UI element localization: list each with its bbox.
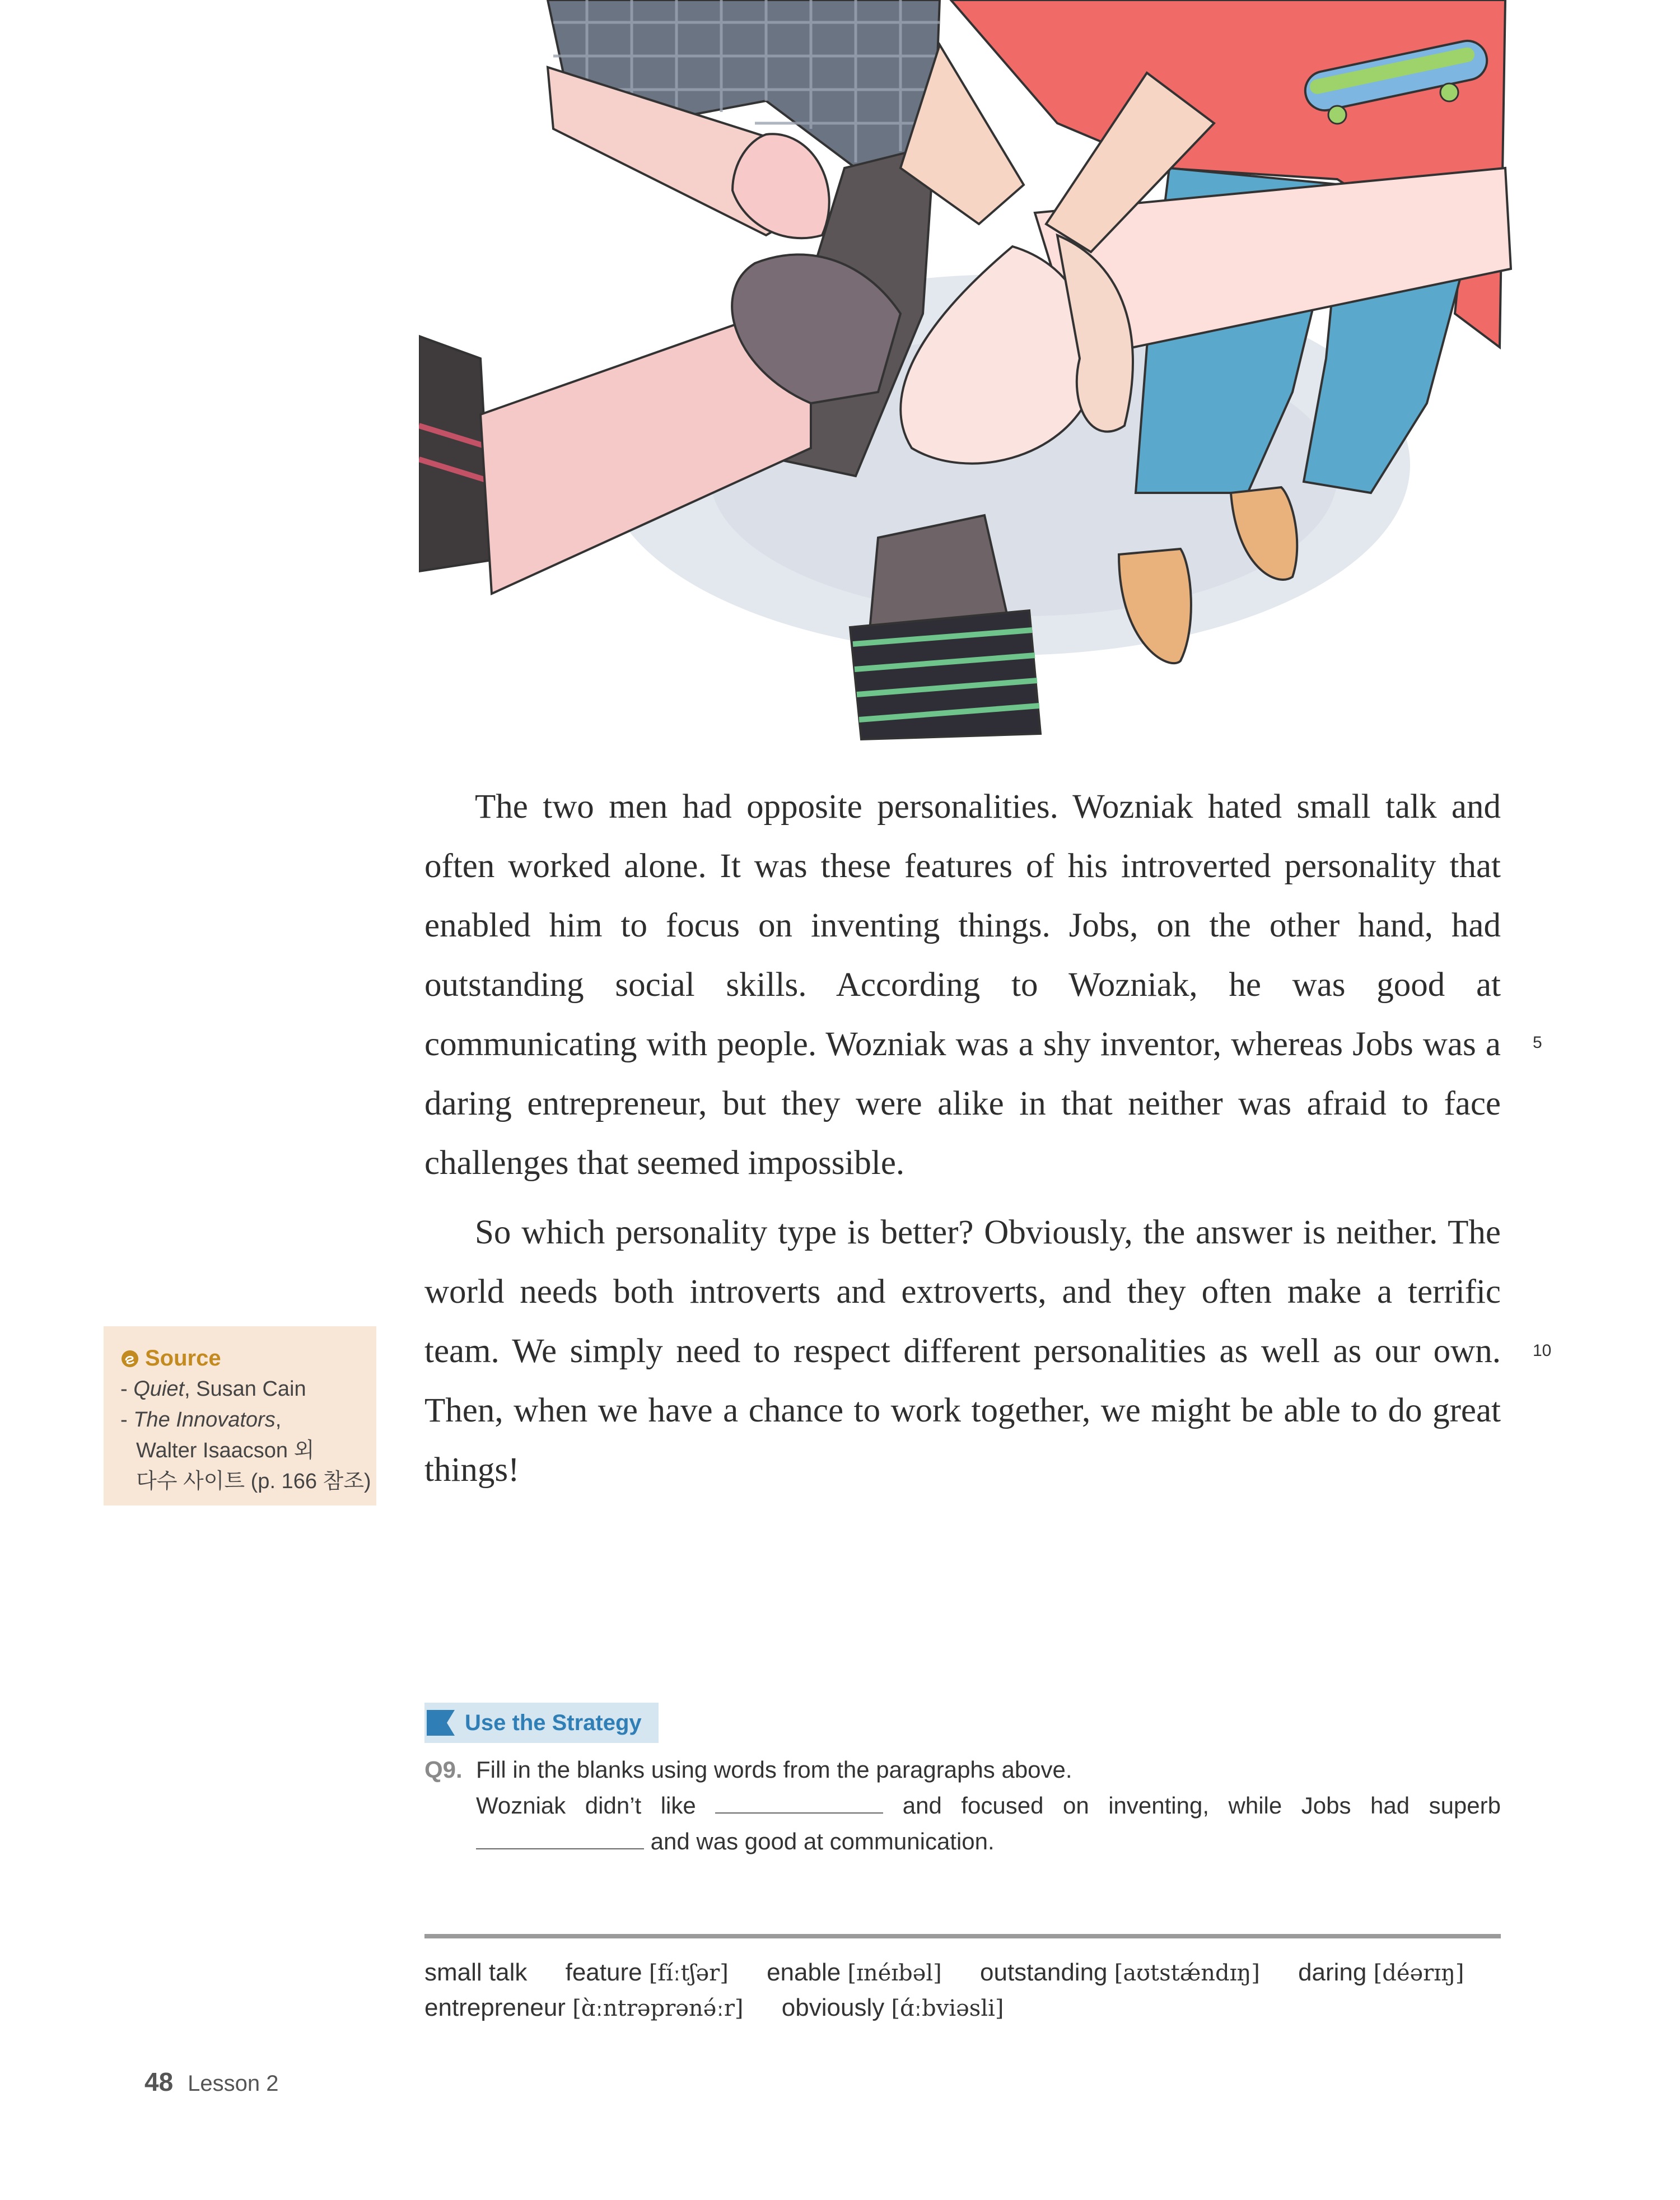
vocab-word: small talk — [424, 1959, 528, 1986]
source-book-title: The Innovators — [133, 1408, 276, 1432]
source-box — [104, 1326, 376, 1505]
vocabulary-row — [424, 1955, 1501, 1991]
question-sentence-cont — [424, 1824, 1501, 1859]
answer-blank[interactable] — [715, 1792, 883, 1814]
question-sentence — [424, 1788, 1501, 1824]
vocab-item — [1298, 1959, 1464, 1986]
source-item: - Quiet, Susan Cain — [120, 1377, 306, 1401]
source-icon — [120, 1349, 139, 1368]
source-title: Source — [145, 1346, 221, 1371]
vocab-word: entrepreneur — [424, 1994, 566, 2021]
body-paragraph: So which personality type is better? Obviously, the answer is neither. The world needs both introverts and extroverts, and they often make a terrific team. We simply need to respect different personalities as well as our own. Then, when we have a chance to work together, we might be able to do great things! — [424, 1214, 1501, 1489]
page-number: 48 — [144, 2067, 174, 2096]
body-paragraph: The two men had opposite personalities. Wozniak hated small talk and often worked alone. It was these features of his introverted personality that enabled him to focus on inventing things. Jobs, on the other hand, had outstanding social skills. According to Wozniak, he was good at communicating with people. Wozniak was a shy inventor, whereas Jobs was a daring entrepreneur, but they were alike in that neither was afraid to face challenges that seemed impossible. — [424, 788, 1501, 1182]
source-author: , Susan Cain — [184, 1377, 306, 1401]
vocab-word: outstanding — [980, 1959, 1108, 1986]
sentence-part: Wozniak didn’t like — [476, 1792, 696, 1819]
source-book-title: Quiet — [133, 1377, 185, 1401]
question-q9 — [424, 1752, 1501, 1859]
source-heading — [120, 1343, 376, 1374]
vocabulary-row — [424, 1990, 1501, 2026]
vocab-word: enable — [767, 1959, 841, 1986]
source-punct: , — [275, 1408, 282, 1432]
vocab-pronunciation: [aʊtstǽndɪŋ] — [1114, 1960, 1260, 1986]
vocab-word: daring — [1298, 1959, 1367, 1986]
page-footer — [144, 2067, 279, 2097]
source-author: Walter Isaacson 외 — [136, 1439, 315, 1462]
vocab-pronunciation: [déərɪŋ] — [1373, 1960, 1464, 1986]
vocab-item — [566, 1959, 729, 1986]
vocab-item — [980, 1959, 1260, 1986]
lesson-label: Lesson 2 — [188, 2071, 279, 2096]
source-item: - The Innovators, — [120, 1408, 282, 1432]
vocab-word: obviously — [781, 1994, 885, 2021]
vocab-word: feature — [565, 1959, 642, 1986]
question-instruction: Fill in the blanks using words from the paragraphs above. — [476, 1756, 1072, 1783]
sentence-part: and focused on inventing, while Jobs had superb — [902, 1792, 1501, 1819]
source-note: 다수 사이트 (p. 166 참조) — [136, 1470, 371, 1493]
vocab-pronunciation: [fíːtʃər] — [648, 1960, 729, 1986]
line-number: 10 — [1533, 1341, 1552, 1360]
vocab-pronunciation: [ɑ́ːbviəsli] — [891, 1996, 1004, 2021]
line-number: 5 — [1533, 1033, 1542, 1052]
vocab-pronunciation: [ɑ̀ːntrəprənə́ːr] — [572, 1996, 744, 2021]
flag-icon — [424, 1707, 457, 1739]
sentence-part: and was good at communication. — [650, 1828, 995, 1854]
vocab-item — [782, 1994, 1004, 2021]
teamwork-hands-illustration — [419, 0, 1539, 745]
vocab-item — [424, 1994, 744, 2021]
use-the-strategy-badge — [424, 1703, 659, 1743]
vocab-item — [767, 1959, 942, 1986]
vocab-pronunciation: [ɪnéɪbəl] — [847, 1960, 942, 1986]
question-number: Q9. — [424, 1756, 463, 1783]
strategy-label: Use the Strategy — [465, 1710, 642, 1735]
answer-blank[interactable] — [476, 1828, 644, 1849]
vocab-item — [424, 1959, 527, 1986]
vocabulary-divider — [424, 1934, 1501, 1938]
